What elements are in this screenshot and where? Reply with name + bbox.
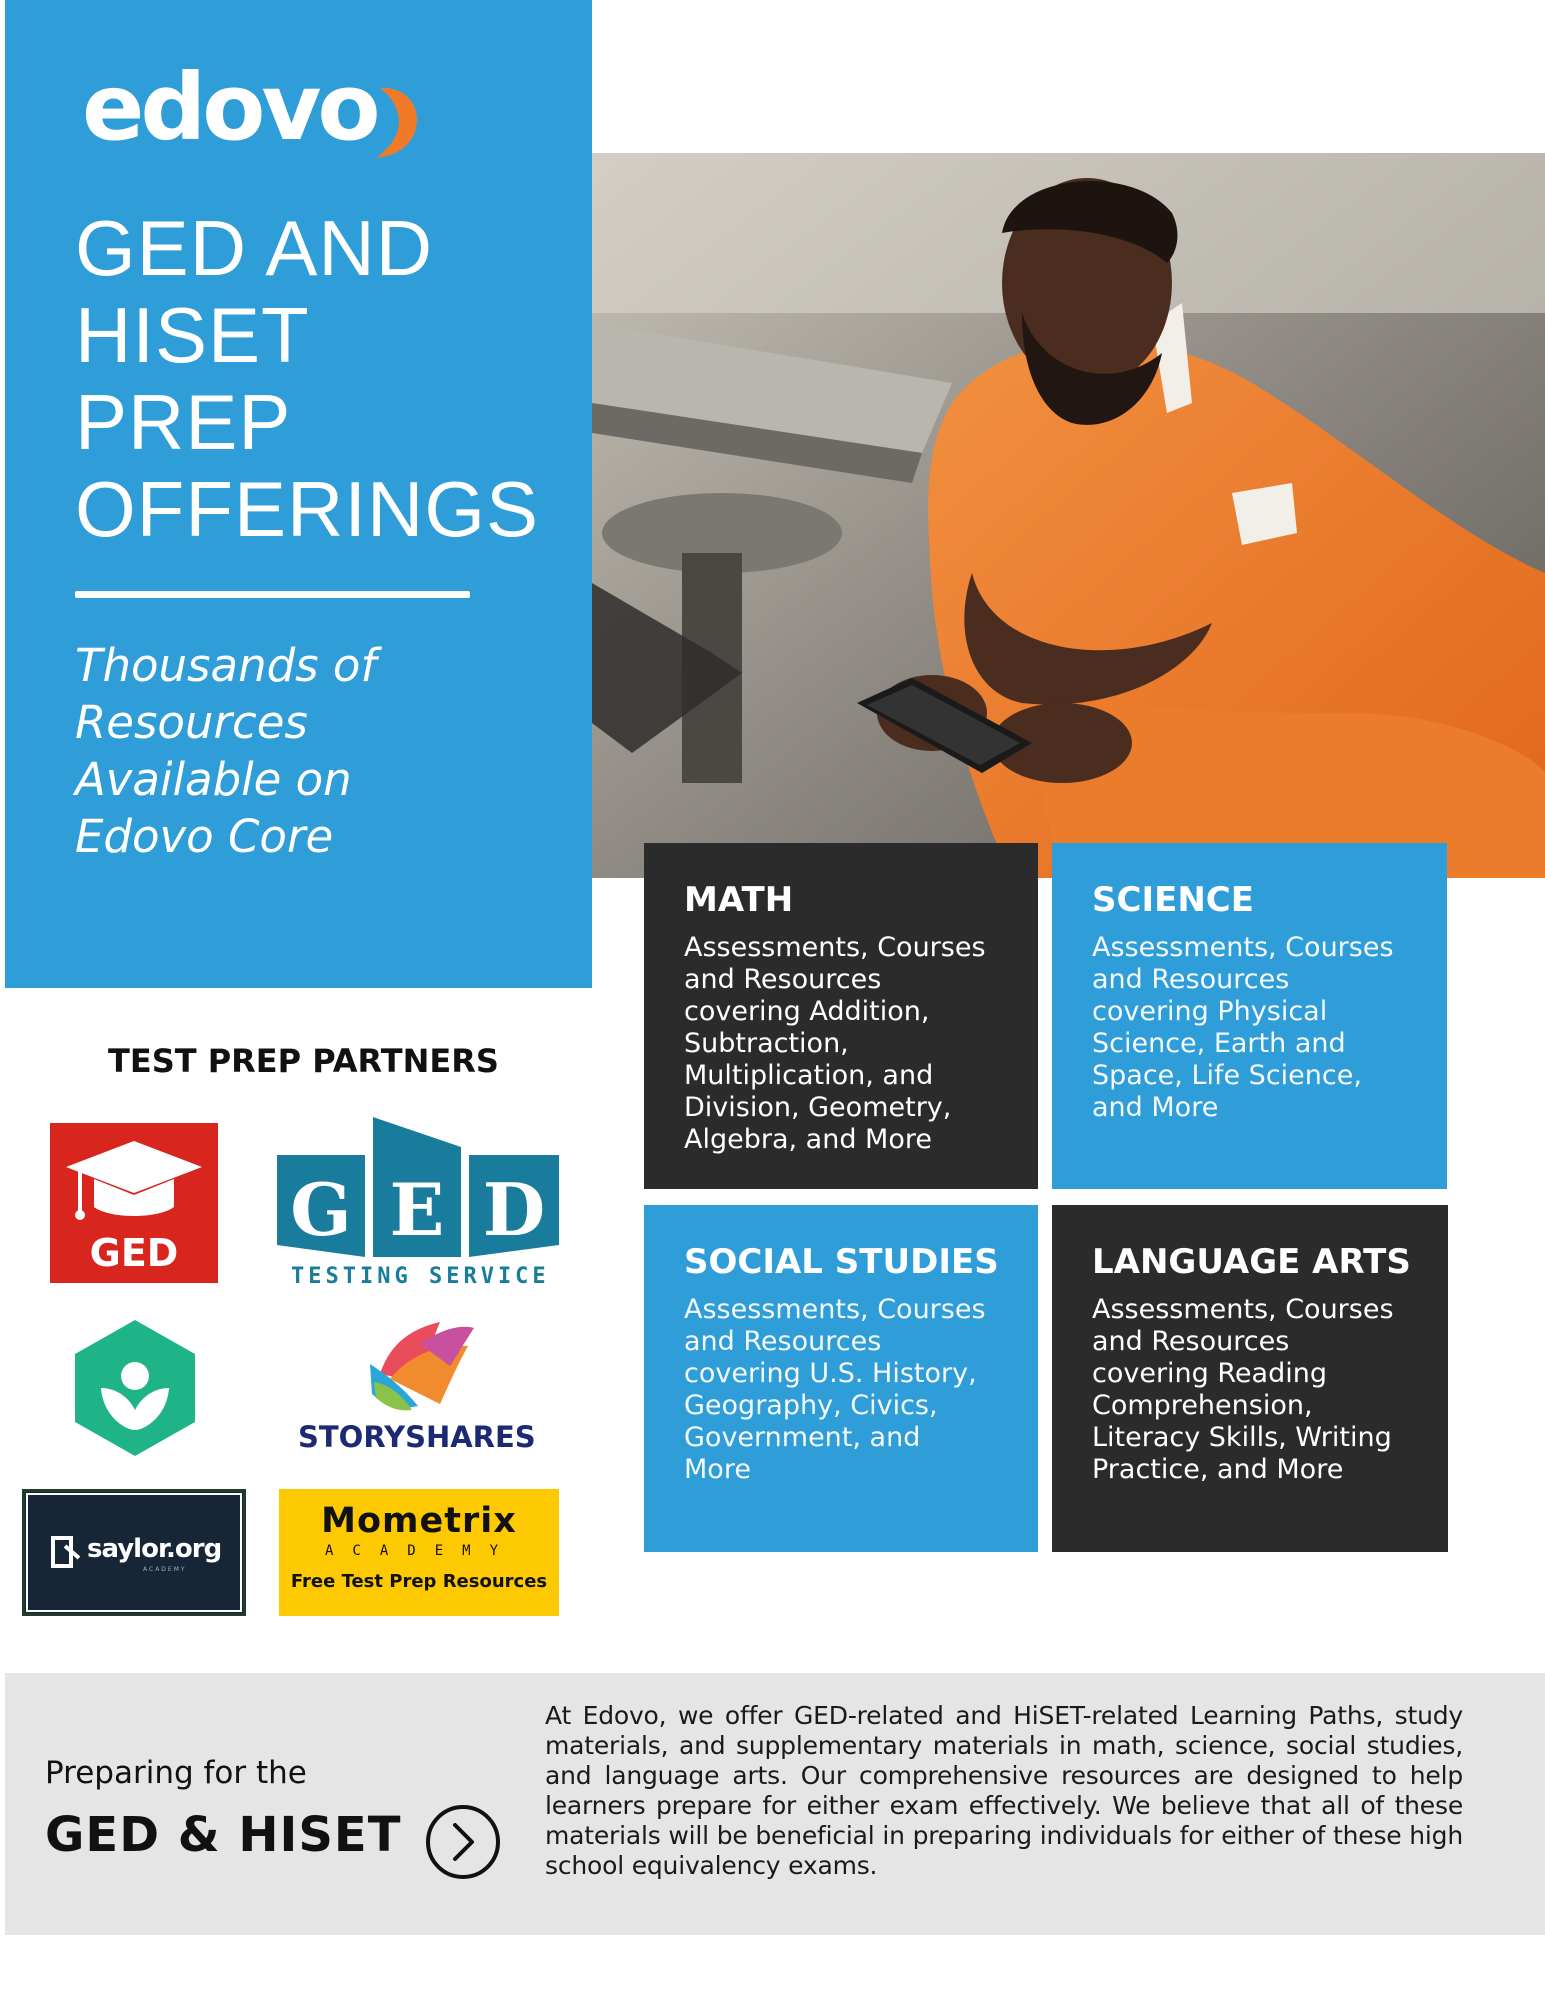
title-divider <box>75 591 470 598</box>
ged-letter-d: D <box>482 1167 546 1252</box>
subject-card-social-studies <box>644 1205 1038 1552</box>
hero-panel <box>5 0 592 988</box>
card-title: SCIENCE <box>1092 880 1254 920</box>
mometrix-academy-logo: Mometrix ACADEMY Free Test Prep Resources <box>279 1489 559 1616</box>
saylor-bracket-icon <box>47 1532 87 1572</box>
page-title: GED AND HISET PREP OFFERINGS <box>75 204 540 553</box>
card-title: MATH <box>684 880 794 920</box>
chevron-right-circle-icon[interactable] <box>424 1803 502 1881</box>
khan-hexagon-icon <box>73 1318 197 1458</box>
subject-card-science <box>1052 843 1447 1189</box>
hero-subtitle: Thousands of Resources Available on Edovo Core <box>75 639 377 863</box>
ged-book-icon <box>277 1117 562 1257</box>
subject-card-language-arts <box>1052 1205 1448 1552</box>
card-text: Assessments, Courses and Resources covering Physical Science, Earth and Space, Life Science, and More <box>1092 932 1394 1123</box>
storyshares-logo: STORYSHARES <box>290 1314 550 1464</box>
khan-academy-logo <box>73 1318 197 1458</box>
band-heading: GED & HISET <box>45 1807 402 1863</box>
card-title: SOCIAL STUDIES <box>684 1242 999 1282</box>
hero-photo <box>592 153 1545 878</box>
ged-logo: GED <box>50 1123 218 1283</box>
partners-heading: TEST PREP PARTNERS <box>108 1042 499 1080</box>
subject-card-math <box>644 843 1038 1189</box>
ged-testing-service-logo: G E D TESTING SERVICE <box>277 1117 562 1293</box>
logo-wordmark: edovo <box>82 54 377 161</box>
card-text: Assessments, Courses and Resources covering U.S. History, Geography, Civics, Government, and More <box>684 1294 986 1485</box>
band-description: At Edovo, we offer GED-related and HiSET-related Learning Paths, study materials, and supplementary materials in math, science, social studies, and language arts. Our comprehensive resources are designed to help learners prepare for either exam effectively. We believe that all of these materials will be beneficial in preparing individuals for either of these high school equivalency exams. <box>545 1701 1463 1880</box>
card-text: Assessments, Courses and Resources covering Reading Comprehension, Literacy Skills, Writing Practice, and More <box>1092 1294 1394 1485</box>
person-with-tablet-photo <box>592 153 1545 878</box>
edovo-logo <box>82 54 442 161</box>
card-text: Assessments, Courses and Resources covering Addition, Subtraction, Multiplication, and Division, Geometry, Algebra, and More <box>684 932 986 1155</box>
ged-letter-g: G <box>290 1167 352 1252</box>
saylor-academy-logo: saylor.org ACADEMY <box>22 1489 246 1616</box>
logo-swoosh-icon <box>362 80 432 160</box>
footer-band <box>5 1673 1545 1935</box>
card-title: LANGUAGE ARTS <box>1092 1242 1411 1282</box>
open-book-icon <box>290 1314 550 1419</box>
ged-letter-e: E <box>389 1167 445 1252</box>
graduation-cap-icon <box>50 1123 218 1233</box>
band-intro: Preparing for the <box>45 1755 307 1791</box>
